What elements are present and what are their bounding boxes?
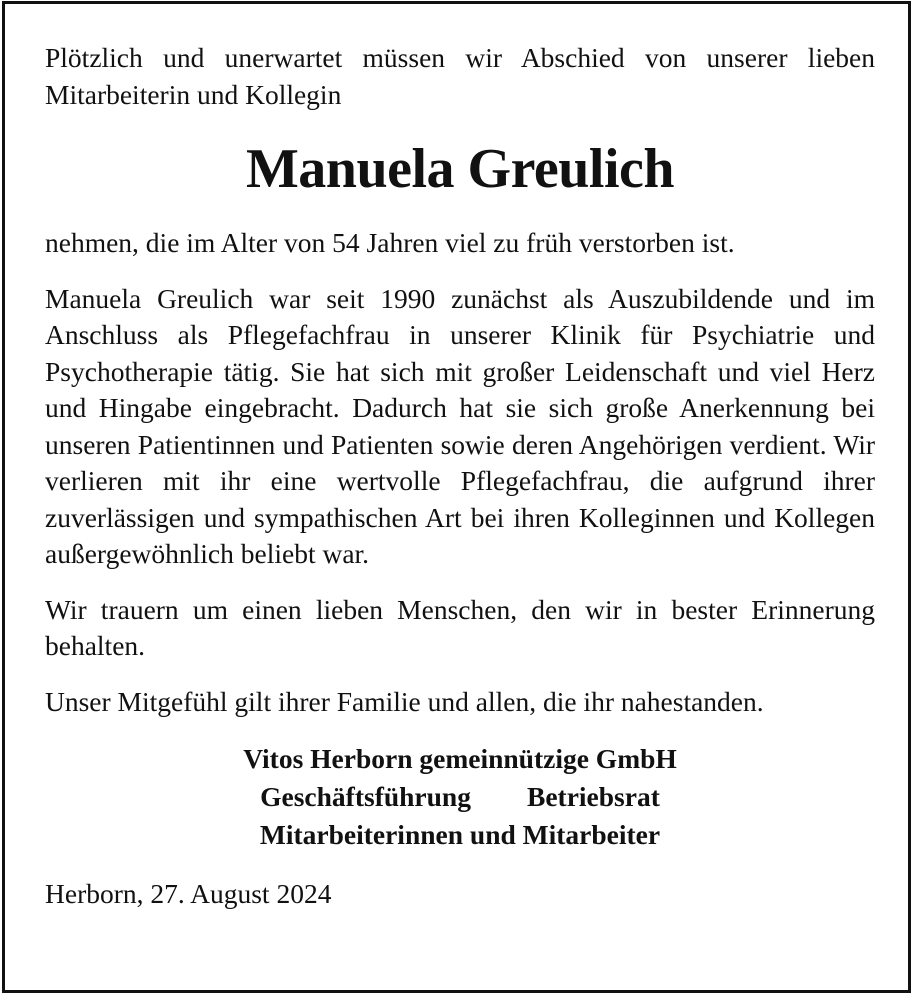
intro-text: Plötzlich und unerwartet müssen wir Abschied von unserer lieben Mitarbeiterin und Kollegin <box>45 42 875 110</box>
signature-works-council: Betriebsrat <box>526 781 660 812</box>
sympathy-text: Unser Mitgefühl gilt ihrer Familie und allen, die ihr nahestanden. <box>45 685 764 717</box>
signature-organization: Vitos Herborn gemeinnützige GmbH <box>243 743 677 774</box>
signature-block <box>45 740 875 854</box>
place-date: Herborn, 27. August 2024 <box>45 878 332 909</box>
signature-management: Geschäftsführung <box>260 781 471 812</box>
signature-row <box>45 778 875 816</box>
deceased-name: Manuela Greulich <box>245 138 675 200</box>
obituary-notice <box>45 40 875 912</box>
age-text: nehmen, die im Alter von 54 Jahren viel zu früh verstorben ist. <box>45 227 735 258</box>
biography-text: Manuela Greulich war seit 1990 zunächst als Auszubildende und im Anschluss als Pflegefachfrau in unserer Klinik für Psychiatrie und Psychotherapie tätig. Sie hat sich mit großer Leidenschaft und viel Herz und Hingabe eingebracht. Dadurch hat sie sich große Anerkennung bei unseren Patientinnen und Patienten sowie deren Angehörigen verdient. Wir verlieren mit ihr eine wertvolle Pflegefachfrau, die aufgrund ihrer zuverlässigen und sympathischen Art bei ihren Kolleginnen und Kollegen außergewöhnlich beliebt war. <box>45 282 875 569</box>
mourning-text: Wir trauern um einen lieben Menschen, den wir in bester Erinnerung behalten. <box>45 593 875 661</box>
signature-staff: Mitarbeiterinnen und Mitarbeiter <box>259 819 661 850</box>
